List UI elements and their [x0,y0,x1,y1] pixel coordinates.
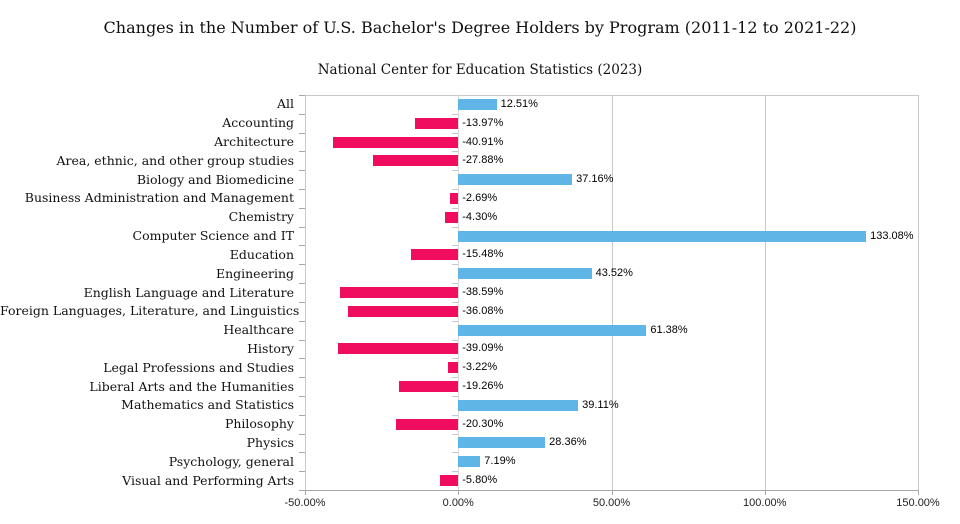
category-tick-mark [452,114,458,115]
bar [458,400,578,411]
category-tick-mark [452,415,458,416]
value-label: -40.91% [462,135,504,148]
category-label: Architecture [214,134,294,150]
category-tick-mark [452,283,458,284]
category-label: Computer Science and IT [132,228,294,244]
category-tick-mark [299,151,305,152]
value-label: -27.88% [462,154,504,167]
category-tick-mark [299,415,305,416]
category-label: Biology and Biomedicine [136,171,294,187]
chart-subtitle: National Center for Education Statistics (2023) [317,62,643,78]
category-tick-mark [452,321,458,322]
category-tick-mark [299,452,305,453]
value-axis [0,497,960,513]
category-tick-mark [299,227,305,228]
category-tick-mark [299,95,305,96]
value-label: -15.48% [462,248,504,261]
category-tick-mark [299,434,305,435]
category-label: Healthcare [223,322,294,338]
value-label: 61.38% [650,323,688,336]
category-tick-mark [452,170,458,171]
bar [411,249,458,260]
value-label: -19.26% [462,380,504,393]
zero-gridline [458,95,459,490]
value-label: 28.36% [549,436,587,449]
category-label: Physics [246,434,294,450]
category-label: Mathematics and Statistics [121,397,294,413]
value-label: -39.09% [462,342,504,355]
category-tick-mark [452,245,458,246]
value-label: -2.69% [462,191,498,204]
category-tick-mark [299,264,305,265]
category-tick-mark [452,95,458,96]
category-label: Engineering [215,265,294,281]
category-tick-mark [299,283,305,284]
value-label: 12.51% [500,97,538,110]
category-tick-mark [299,340,305,341]
category-tick-mark [299,471,305,472]
value-label: 43.52% [595,267,633,280]
x-tick-label: -50.00% [284,497,326,509]
category-tick-mark [452,302,458,303]
category-label: Accounting [222,115,294,131]
bar [338,343,458,354]
bar [450,193,458,204]
value-label: -20.30% [462,417,504,430]
category-tick-mark [299,133,305,134]
category-label: Psychology, general [168,453,294,469]
category-tick-mark [452,377,458,378]
gridline [305,95,306,490]
value-label: -5.80% [462,474,498,487]
category-label: Legal Professions and Studies [103,359,294,375]
category-tick-mark [299,189,305,190]
value-label: -3.22% [462,361,498,374]
category-label: History [247,340,294,356]
category-tick-mark [452,151,458,152]
x-axis-line [305,490,919,491]
category-tick-mark [452,227,458,228]
category-label: Liberal Arts and the Humanities [89,378,294,394]
value-label: 133.08% [870,229,914,242]
value-label: -38.59% [462,286,504,298]
bar [373,155,458,166]
x-tick-label: 0.00% [442,497,474,509]
category-label: Foreign Languages, Literature, and Linguistics [0,303,300,319]
category-label: Chemistry [228,209,294,225]
category-tick-mark [299,396,305,397]
bar [458,437,545,448]
bar [458,268,591,279]
category-label: Area, ethnic, and other group studies [56,152,294,168]
bar [458,325,646,336]
category-label: Philosophy [224,416,294,432]
bar [445,212,458,223]
bar [440,475,458,486]
bar [458,99,496,110]
bar [340,287,458,298]
category-label: Education [229,246,294,262]
category-tick-mark [452,434,458,435]
x-tick-label: 150.00% [896,497,940,509]
bar [458,174,572,185]
bar [448,362,458,373]
value-label: 7.19% [484,455,516,468]
bar [415,118,458,129]
bar [399,381,458,392]
category-label: Visual and Performing Arts [122,472,294,488]
bar [458,231,866,242]
bar [396,419,458,430]
value-label: 37.16% [576,173,614,186]
chart-title: Changes in the Number of U.S. Bachelor's Degree Holders by Program (2011-12 to 2021-22) [103,18,857,37]
category-tick-mark [299,245,305,246]
category-tick-mark [452,452,458,453]
x-tick-label: 50.00% [592,497,631,509]
bar [458,456,480,467]
category-tick-mark [452,358,458,359]
category-tick-mark [452,471,458,472]
category-tick-mark [299,377,305,378]
category-tick-mark [299,302,305,303]
category-tick-mark [299,321,305,322]
value-label: 39.11% [582,398,619,411]
category-label: All [276,96,294,112]
category-label: English Language and Literature [83,284,294,300]
x-tick-label: 100.00% [743,497,787,509]
category-tick-mark [452,133,458,134]
category-tick-mark [452,208,458,209]
gridline [918,95,919,490]
category-tick-mark [299,170,305,171]
category-label: Business Administration and Management [24,190,294,206]
category-tick-mark [299,208,305,209]
bar [348,306,459,317]
bar [333,137,458,148]
category-tick-mark [452,340,458,341]
value-label: -4.30% [462,210,498,223]
category-tick-mark [299,114,305,115]
gridline [612,95,613,490]
category-axis [0,95,299,490]
category-tick-mark [452,189,458,190]
category-tick-mark [452,264,458,265]
category-tick-mark [299,358,305,359]
category-tick-mark [452,396,458,397]
plot-area [305,95,918,490]
value-label: -36.08% [462,304,504,317]
value-label: -13.97% [462,116,504,129]
gridline [765,95,766,490]
